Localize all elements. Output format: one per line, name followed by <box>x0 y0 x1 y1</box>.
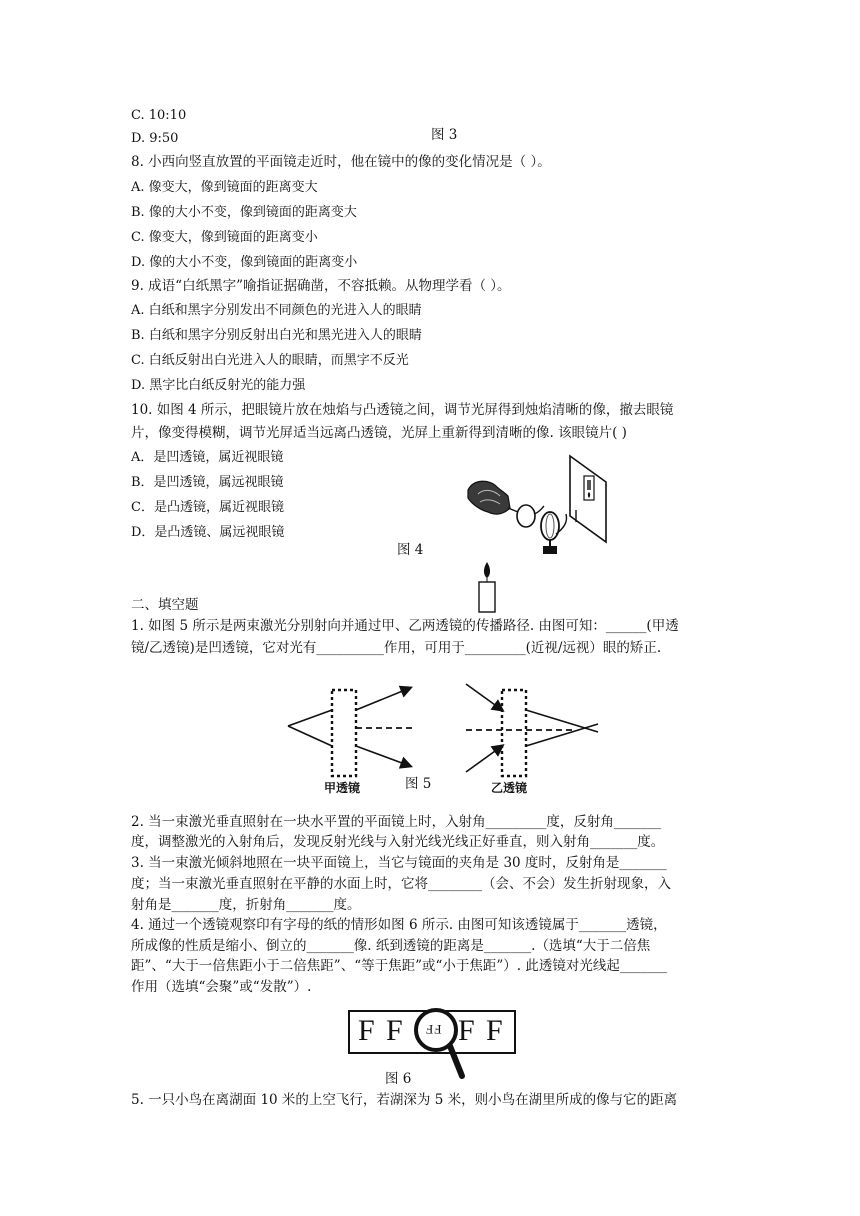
fill3-line3: 射角是_______度，折射角_______度。 <box>131 897 361 913</box>
figure-5-caption: 图 5 <box>405 776 432 792</box>
q8-option-c: C. 像变大，像到镜面的距离变小 <box>131 230 318 245</box>
letter-f: F <box>358 1014 375 1047</box>
fill4-line4: 作用（选填“会聚”或“发散”）. <box>131 979 312 995</box>
lens-b-box <box>502 690 526 776</box>
fill4-line1: 4. 通过一个透镜观察印有字母的纸的情形如图 6 所示. 由图可知该透镜属于_______透镜， <box>131 917 667 933</box>
q10-stem-line1: 10. 如图 4 所示，把眼镜片放在烛焰与凸透镜之间，调节光屏得到烛焰清晰的像，撤去眼镜 <box>131 402 674 418</box>
fill3-line2: 度；当一束激光垂直照射在平静的水面上时，它将________（会、不会）发生折射现象，入 <box>131 876 671 892</box>
lens-a-label: 甲透镜 <box>324 781 361 795</box>
q10-option-d: D．是凸透镜、属远视眼镜 <box>131 525 285 540</box>
figure-3-caption: 图 3 <box>431 127 458 143</box>
fill2-line1: 2. 当一束激光垂直照射在一块水平置的平面镜上时，入射角_________度，反射角_______ <box>131 814 662 830</box>
fill3-line1: 3. 当一束激光倾斜地照在一块平面镜上，当它与镜面的夹角是 30 度时，反射角是_______ <box>131 855 667 871</box>
q10-stem-line2: 片，像变得模糊，调节光屏适当远离凸透镜，光屏上重新得到清晰的像. 该眼镜片( ) <box>131 425 627 441</box>
lens-a-box <box>332 690 356 776</box>
inverted-small-letters: FF <box>425 1022 442 1037</box>
eyeglass-lens <box>517 505 535 527</box>
q9-option-c: C. 白纸反射出白光进入人的眼睛，而黑字不反光 <box>131 353 409 368</box>
q9-option-b: B. 白纸和黑字分别反射出白光和黑光进入人的眼睛 <box>131 328 422 343</box>
q7-option-d: D. 9:50 <box>131 131 179 146</box>
fill4-line3: 距”、“大于一倍焦距小于二倍焦距”、“等于焦距”或“小于焦距”）. 此透镜对光线起_______ <box>131 958 668 974</box>
q10-option-c: C．是凸透镜，属近视眼镜 <box>131 500 284 515</box>
q9-option-a: A. 白纸和黑字分别发出不同颜色的光进入人的眼睛 <box>131 303 422 318</box>
fill1-line1: 1. 如图 5 所示是两束激光分别射向并通过甲、乙两透镜的传播路径. 由图可知：______(甲透 <box>131 618 679 634</box>
figure-4-illustration <box>460 452 620 617</box>
figure-6-caption: 图 6 <box>385 1071 412 1087</box>
fill4-line2: 所成像的性质是缩小、倒立的_______像. 纸到透镜的距离是_______.（选填“大于二倍焦 <box>131 938 651 954</box>
magnifier-icon <box>412 1008 472 1084</box>
fill5-line1: 5. 一只小鸟在离湖面 10 米的上空飞行，若湖深为 5 米，则小鸟在湖里所成的像与它的距离 <box>131 1092 678 1108</box>
q8-option-d: D. 像的大小不变，像到镜面的距离变小 <box>131 255 358 270</box>
section-2-title: 二、填空题 <box>131 597 199 613</box>
q10-option-a: A．是凹透镜，属近视眼镜 <box>131 450 284 465</box>
q9-option-d: D. 黑字比白纸反射光的能力强 <box>131 378 306 393</box>
q8-option-b: B. 像的大小不变，像到镜面的距离变大 <box>131 205 357 220</box>
hand-icon <box>468 481 510 514</box>
convex-lens <box>541 512 559 540</box>
q7-option-c: C. 10:10 <box>131 108 187 123</box>
q8-stem: 8. 小西向竖直放置的平面镜走近时，他在镜中的像的变化情况是（ ）。 <box>131 154 551 170</box>
q9-stem: 9. 成语“白纸黑字”喻指证据确凿，不容抵赖。从物理学看（ ）。 <box>131 278 511 294</box>
fill2-line2: 度，调整激光的入射角后，发现反射光线与入射光线光线正好垂直，则入射角_______度。 <box>131 834 665 850</box>
fill1-line2: 镜/乙透镜)是凹透镜，它对光有__________作用，可用于_________(近视/远视）眼的矫正. <box>131 640 662 656</box>
candle <box>479 582 495 612</box>
q8-option-a: A. 像变大，像到镜面的距离变大 <box>131 180 318 195</box>
letter-f: F <box>386 1014 403 1047</box>
light-screen <box>570 456 606 542</box>
letter-f: F <box>486 1014 503 1047</box>
figure-4-caption: 图 4 <box>397 542 424 558</box>
lens-b-label: 乙透镜 <box>491 781 528 795</box>
candle-flame-icon <box>484 562 490 578</box>
q10-option-b: B．是凹透镜，属远视眼镜 <box>131 475 284 490</box>
letter-f: F <box>458 1014 475 1047</box>
